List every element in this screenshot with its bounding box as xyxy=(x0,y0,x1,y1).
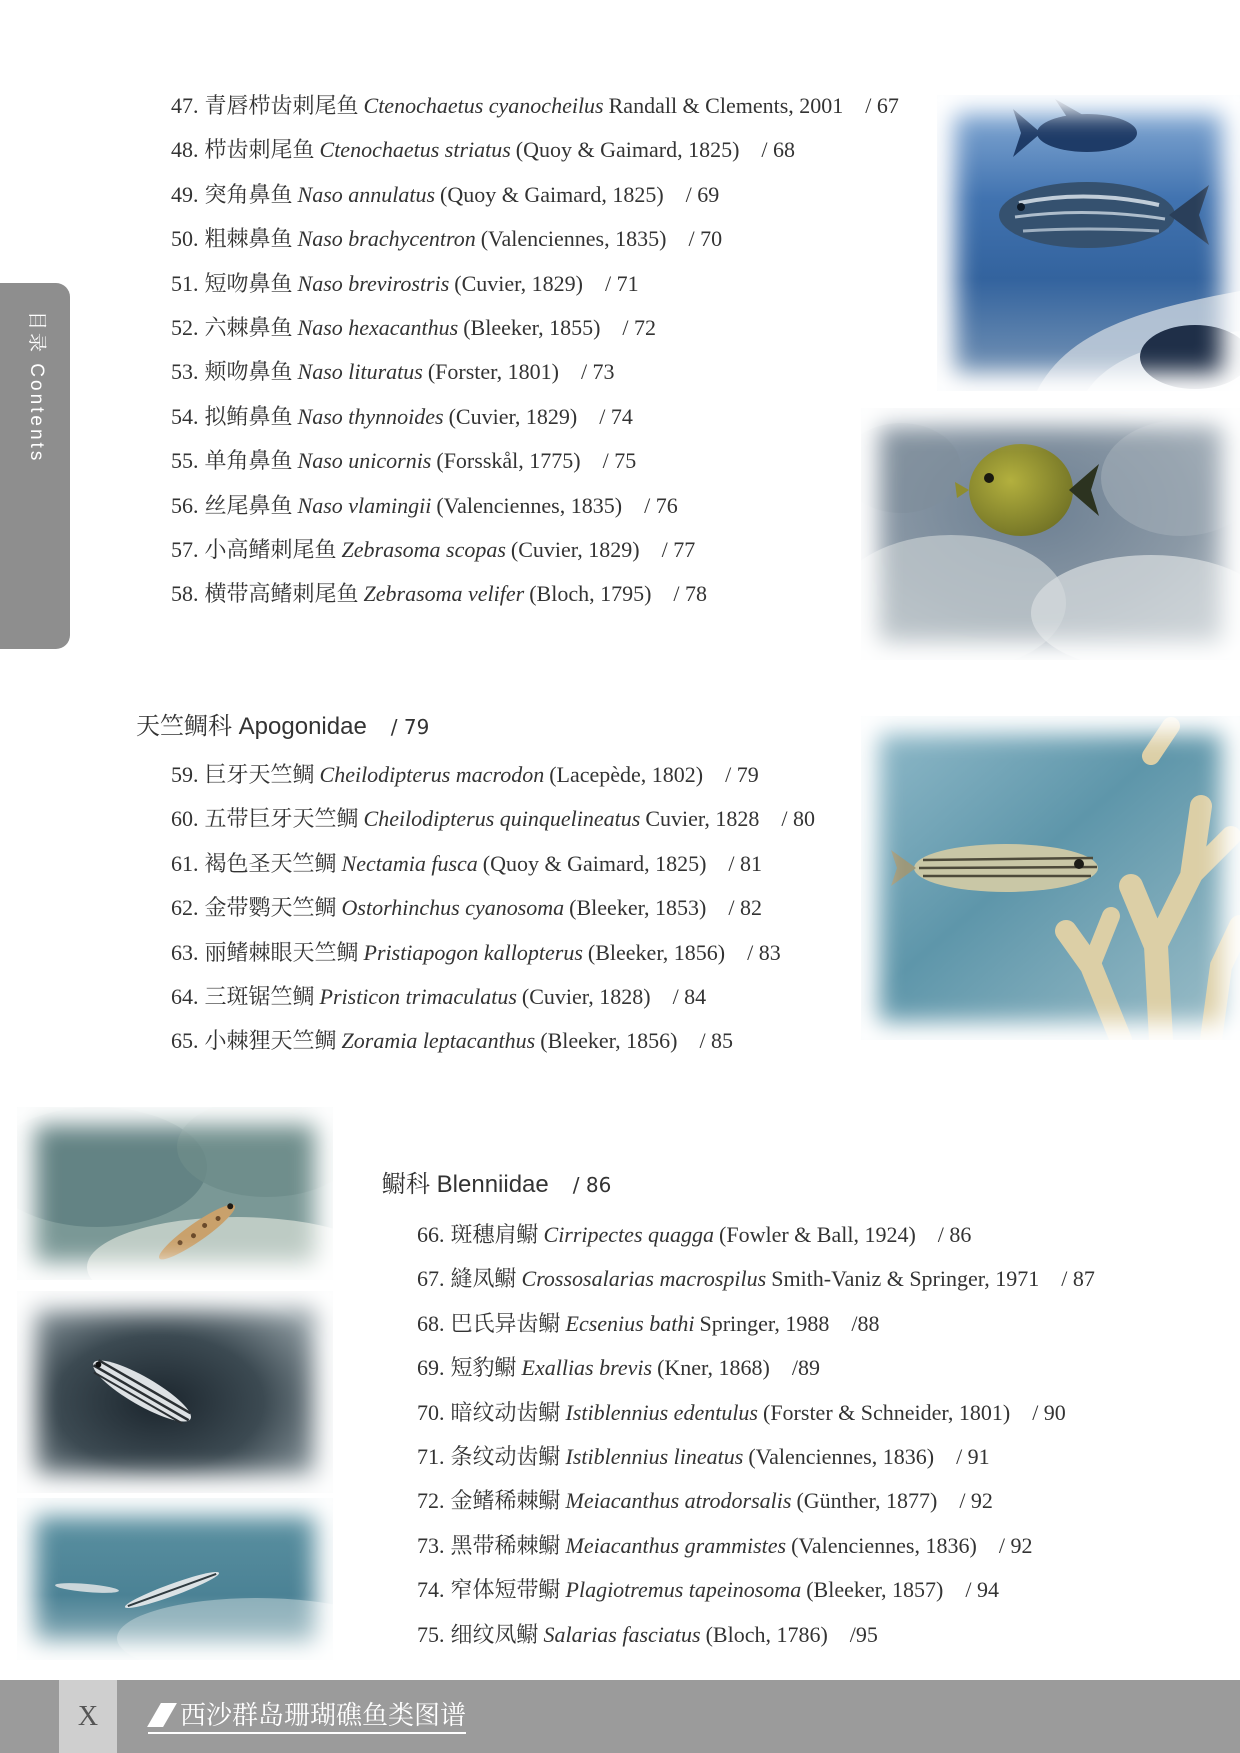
scientific-name: Salarias fasciatus xyxy=(543,1621,701,1647)
page-ref: / 86 xyxy=(937,1222,972,1247)
scientific-name: Meiacanthus atrodorsalis xyxy=(565,1488,792,1514)
scientific-name: Naso vlamingii xyxy=(297,492,432,518)
scientific-name: Cheilodipterus macrodon xyxy=(319,762,545,787)
scientific-name: Cirripectes quagga xyxy=(543,1222,715,1247)
page-ref: / 69 xyxy=(685,181,720,207)
footer-page-number: X xyxy=(59,1680,117,1753)
page-ref: / 78 xyxy=(673,581,708,607)
toc-entry xyxy=(171,262,899,306)
slash-icon xyxy=(147,1703,177,1727)
author-year: (Valenciennes, 1836) xyxy=(748,1443,935,1469)
toc-entry xyxy=(171,975,815,1019)
page-ref: / 90 xyxy=(1032,1399,1066,1425)
author-year: (Valenciennes, 1836) xyxy=(791,1532,977,1558)
toc-entry xyxy=(417,1257,1095,1301)
toc-entry xyxy=(417,1524,1095,1568)
author-year: (Forster & Schneider, 1801) xyxy=(763,1399,1011,1425)
scientific-name: Naso unicornis xyxy=(297,448,432,474)
entry-number: 67. xyxy=(417,1266,445,1292)
entry-number: 49. xyxy=(171,181,199,207)
toc-entry xyxy=(171,797,815,841)
apogonidae-entry-list xyxy=(171,753,815,1064)
author-year: (Cuvier, 1829) xyxy=(448,403,578,429)
scientific-name: Naso brevirostris xyxy=(297,270,450,296)
scientific-name: Naso annulatus xyxy=(297,181,436,207)
family-heading-apogonidae xyxy=(136,710,429,744)
toc-entry xyxy=(171,931,815,975)
chinese-name: 单角鼻鱼 xyxy=(204,448,293,474)
chinese-name: 窄体短带鳚 xyxy=(450,1577,561,1603)
toc-entry xyxy=(171,484,899,528)
scientific-name: Zoramia leptacanthus xyxy=(341,1028,536,1054)
scientific-name: Pristiapogon kallopterus xyxy=(363,939,583,965)
scientific-name: Naso thynnoides xyxy=(297,403,444,429)
page-ref: / 81 xyxy=(728,850,763,876)
entry-number: 69. xyxy=(417,1355,445,1381)
chinese-name: 金带鹦天竺鲷 xyxy=(204,895,337,921)
page-ref: / 70 xyxy=(688,226,723,252)
author-year: (Lacepède, 1802) xyxy=(549,762,704,787)
scientific-name: Istiblennius lineatus xyxy=(565,1443,744,1469)
toc-entry xyxy=(171,350,899,394)
toc-entry xyxy=(417,1479,1095,1523)
page-ref: / 85 xyxy=(699,1028,734,1054)
chinese-name: 短豹鳚 xyxy=(450,1355,517,1381)
scientific-name: Ostorhinchus cyanosoma xyxy=(341,895,565,921)
toc-entry xyxy=(417,1346,1095,1390)
page-ref: /88 xyxy=(851,1310,880,1336)
author-year: Cuvier, 1828 xyxy=(645,806,760,832)
scientific-name: Naso lituratus xyxy=(297,359,423,385)
page-ref: / 74 xyxy=(599,403,633,429)
page-ref: / 92 xyxy=(959,1488,993,1514)
toc-entry xyxy=(171,572,899,616)
blenny-photo-3 xyxy=(17,1498,333,1660)
entry-number: 73. xyxy=(417,1532,445,1558)
entry-number: 60. xyxy=(171,806,199,832)
chinese-name: 颊吻鼻鱼 xyxy=(204,359,293,385)
chinese-name: 丝尾鼻鱼 xyxy=(204,492,293,518)
chinese-name: 细纹凤鳚 xyxy=(450,1621,539,1647)
page-ref: / 82 xyxy=(728,895,762,921)
scientific-name: Cheilodipterus quinquelineatus xyxy=(363,806,641,832)
cardinalfish-photo xyxy=(861,716,1240,1040)
page-ref: / 76 xyxy=(644,492,678,518)
scientific-name: Nectamia fusca xyxy=(341,850,478,876)
scientific-name: Naso hexacanthus xyxy=(297,314,459,340)
author-year: (Cuvier, 1828) xyxy=(521,983,651,1009)
page-ref: / 79 xyxy=(725,762,759,787)
scientific-name: Ecsenius bathi xyxy=(565,1310,695,1336)
author-year: (Cuvier, 1829) xyxy=(510,536,640,562)
page-ref: / 84 xyxy=(672,983,707,1009)
page-ref: / 75 xyxy=(602,448,637,474)
author-year: (Forster, 1801) xyxy=(427,359,559,385)
page-ref: / 77 xyxy=(661,536,696,562)
entry-number: 75. xyxy=(417,1621,445,1647)
scientific-name: Istiblennius edentulus xyxy=(565,1399,758,1425)
chinese-name: 金鳍稀棘鳚 xyxy=(450,1488,561,1514)
blenny-photo-2 xyxy=(17,1291,333,1493)
unicornfish-photo xyxy=(937,95,1240,391)
entry-number: 62. xyxy=(171,895,199,921)
entry-number: 53. xyxy=(171,359,199,385)
entry-number: 64. xyxy=(171,983,199,1009)
author-year: (Quoy & Gaimard, 1825) xyxy=(482,850,707,876)
author-year: (Fowler & Ball, 1924) xyxy=(719,1222,916,1247)
page-ref: /89 xyxy=(791,1355,820,1381)
family-heading-title: 天竺鲷科 Apogonidae xyxy=(136,713,367,740)
toc-entry xyxy=(417,1302,1095,1346)
chinese-name: 巨牙天竺鲷 xyxy=(204,762,315,787)
page-ref: / 68 xyxy=(761,137,796,163)
entry-number: 70. xyxy=(417,1399,445,1425)
entry-number: 59. xyxy=(171,762,199,787)
page-ref: / 94 xyxy=(965,1577,1000,1603)
page-ref: /95 xyxy=(849,1621,878,1647)
page-ref: / 71 xyxy=(604,270,639,296)
chinese-name: 暗纹动齿鳚 xyxy=(450,1399,561,1425)
chinese-name: 巴氏异齿鳚 xyxy=(450,1310,561,1336)
chinese-name: 縫凤鳚 xyxy=(450,1266,517,1292)
chinese-name: 五带巨牙天竺鲷 xyxy=(204,806,359,832)
scientific-name: Plagiotremus tapeinosoma xyxy=(565,1577,802,1603)
scientific-name: Ctenochaetus cyanocheilus xyxy=(363,93,604,118)
chinese-name: 小棘狸天竺鲷 xyxy=(204,1028,337,1054)
contents-side-tab xyxy=(0,283,70,649)
chinese-name: 黑带稀棘鳚 xyxy=(450,1532,561,1558)
page-footer xyxy=(0,1680,1240,1753)
toc-entry xyxy=(171,217,899,261)
blenniidae-entry-list xyxy=(417,1213,1095,1657)
scientific-name: Exallias brevis xyxy=(521,1355,653,1381)
entry-number: 65. xyxy=(171,1028,199,1054)
page-ref: / 92 xyxy=(998,1532,1033,1558)
side-tab-label: 目录 Contents xyxy=(26,311,47,464)
blenny-photo-1 xyxy=(17,1107,333,1280)
chinese-name: 条纹动齿鳚 xyxy=(450,1443,561,1469)
chinese-name: 褐色圣天竺鲷 xyxy=(204,850,337,876)
chinese-name: 小高鳍刺尾鱼 xyxy=(204,536,337,562)
acanthuridae-entry-list xyxy=(171,84,899,617)
scientific-name: Crossosalarias macrospilus xyxy=(521,1266,767,1292)
entry-number: 66. xyxy=(417,1222,445,1247)
toc-entry xyxy=(171,1019,815,1063)
entry-number: 72. xyxy=(417,1488,445,1514)
toc-entry xyxy=(171,173,899,217)
entry-number: 61. xyxy=(171,850,199,876)
author-year: Springer, 1988 xyxy=(699,1310,830,1336)
author-year: (Bloch, 1795) xyxy=(529,581,652,607)
entry-number: 47. xyxy=(171,93,199,118)
page-ref: / 83 xyxy=(747,939,781,965)
toc-entry xyxy=(417,1213,1095,1257)
toc-entry xyxy=(171,753,815,797)
chinese-name: 粗棘鼻鱼 xyxy=(204,226,293,252)
page-ref: / 87 xyxy=(1061,1266,1095,1292)
author-year: (Forsskål, 1775) xyxy=(436,448,581,474)
scientific-name: Zebrasoma scopas xyxy=(341,536,506,562)
toc-entry xyxy=(417,1568,1095,1612)
author-year: (Bleeker, 1855) xyxy=(463,314,601,340)
toc-entry xyxy=(417,1391,1095,1435)
toc-entry xyxy=(417,1435,1095,1479)
toc-entry xyxy=(171,84,899,128)
author-year: (Bleeker, 1856) xyxy=(540,1028,678,1054)
entry-number: 63. xyxy=(171,939,199,965)
entry-number: 54. xyxy=(171,403,199,429)
scientific-name: Ctenochaetus striatus xyxy=(319,137,511,163)
author-year: (Valenciennes, 1835) xyxy=(480,226,667,252)
toc-entry xyxy=(171,842,815,886)
chinese-name: 六棘鼻鱼 xyxy=(204,314,293,340)
toc-entry xyxy=(171,528,899,572)
author-year: (Bleeker, 1853) xyxy=(569,895,707,921)
author-year: (Cuvier, 1829) xyxy=(454,270,583,296)
chinese-name: 丽鳍棘眼天竺鲷 xyxy=(204,939,359,965)
chinese-name: 青唇栉齿刺尾鱼 xyxy=(204,93,359,118)
author-year: Smith-Vaniz & Springer, 1971 xyxy=(771,1266,1040,1292)
scientific-name: Zebrasoma velifer xyxy=(363,581,525,607)
family-heading-page: / 86 xyxy=(572,1173,612,1197)
author-year: Randall & Clements, 2001 xyxy=(608,93,844,118)
chinese-name: 突角鼻鱼 xyxy=(204,181,293,207)
chinese-name: 栉齿刺尾鱼 xyxy=(204,137,315,163)
entry-number: 68. xyxy=(417,1310,445,1336)
toc-entry xyxy=(171,306,899,350)
page-ref: / 72 xyxy=(622,314,657,340)
toc-entry xyxy=(171,128,899,172)
entry-number: 55. xyxy=(171,448,199,474)
entry-number: 51. xyxy=(171,270,199,296)
chinese-name: 横带高鳍刺尾鱼 xyxy=(204,581,359,607)
entry-number: 48. xyxy=(171,137,199,163)
author-year: (Quoy & Gaimard, 1825) xyxy=(515,137,740,163)
author-year: (Günther, 1877) xyxy=(796,1488,938,1514)
author-year: (Valenciennes, 1835) xyxy=(436,492,623,518)
entry-number: 50. xyxy=(171,226,199,252)
chinese-name: 三斑锯竺鲷 xyxy=(204,983,315,1009)
tang-photo xyxy=(861,408,1240,660)
entry-number: 71. xyxy=(417,1443,445,1469)
page-ref: / 73 xyxy=(580,359,615,385)
chinese-name: 拟鲔鼻鱼 xyxy=(204,403,293,429)
author-year: (Bloch, 1786) xyxy=(705,1621,828,1647)
entry-number: 57. xyxy=(171,536,199,562)
chinese-name: 短吻鼻鱼 xyxy=(204,270,293,296)
family-heading-blenniidae xyxy=(382,1168,611,1202)
entry-number: 56. xyxy=(171,492,199,518)
scientific-name: Pristicon trimaculatus xyxy=(319,983,517,1009)
chinese-name: 斑穗肩鳚 xyxy=(450,1222,539,1247)
page-ref: / 80 xyxy=(781,806,815,832)
toc-entry xyxy=(171,439,899,483)
author-year: (Quoy & Gaimard, 1825) xyxy=(440,181,664,207)
author-year: (Bleeker, 1856) xyxy=(587,939,726,965)
toc-entry xyxy=(171,395,899,439)
footer-book-title: 西沙群岛珊瑚礁鱼类图谱 xyxy=(180,1700,467,1730)
page-ref: / 91 xyxy=(956,1443,990,1469)
toc-entry xyxy=(417,1613,1095,1657)
entry-number: 52. xyxy=(171,314,199,340)
toc-entry xyxy=(171,886,815,930)
family-heading-page: / 79 xyxy=(390,715,430,739)
author-year: (Kner, 1868) xyxy=(657,1355,770,1381)
page-ref: / 67 xyxy=(865,93,899,118)
scientific-name: Naso brachycentron xyxy=(297,226,476,252)
family-heading-title: 鳚科 Blenniidae xyxy=(382,1171,549,1198)
scientific-name: Meiacanthus grammistes xyxy=(565,1532,787,1558)
author-year: (Bleeker, 1857) xyxy=(806,1577,944,1603)
footer-book-title-block xyxy=(148,1698,466,1734)
entry-number: 58. xyxy=(171,581,199,607)
entry-number: 74. xyxy=(417,1577,445,1603)
